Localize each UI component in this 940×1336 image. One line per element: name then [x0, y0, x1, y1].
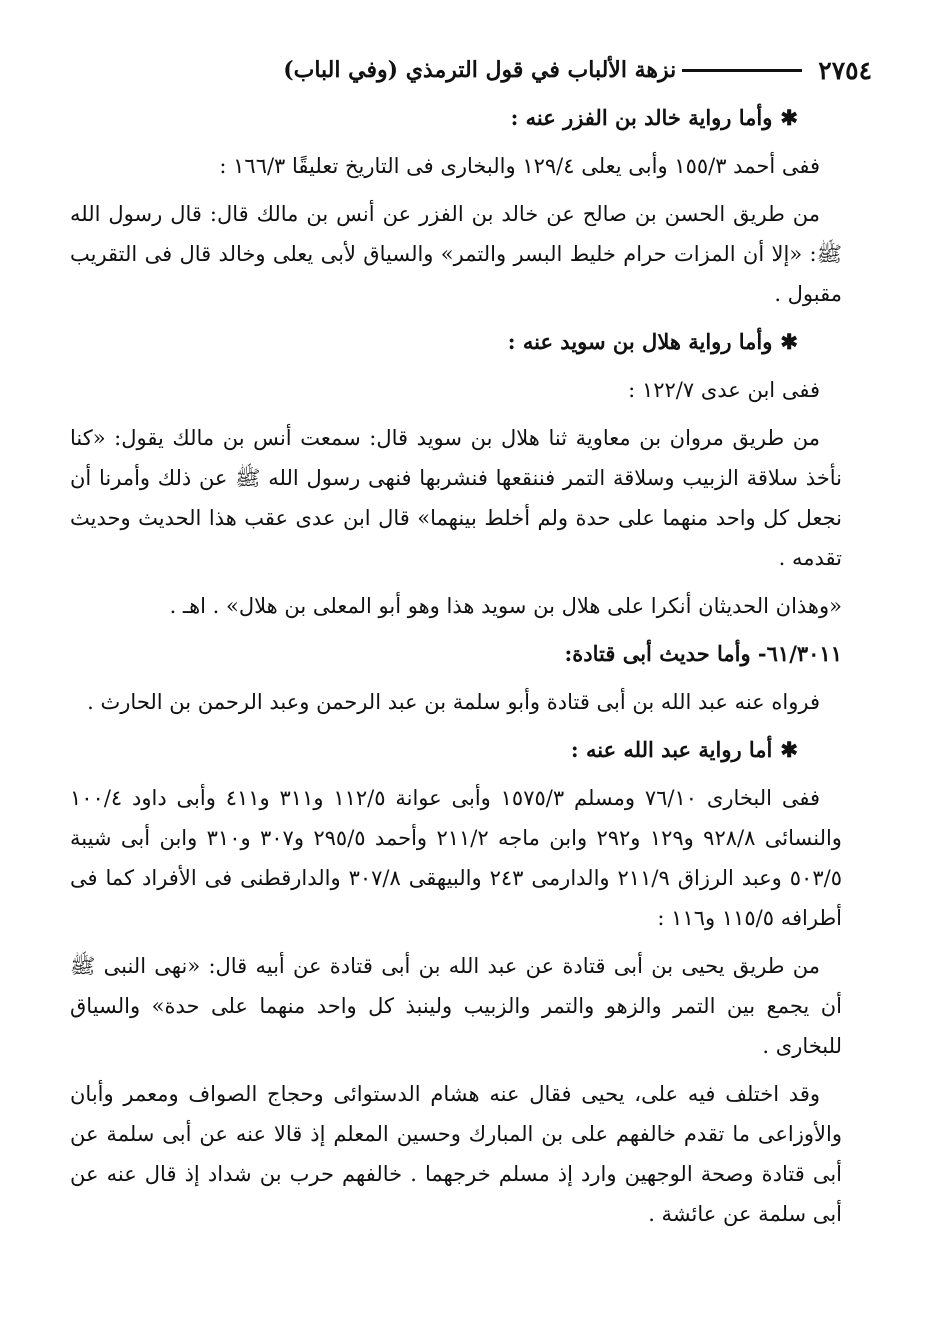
star-icon: ✱	[780, 105, 798, 130]
paragraph: من طريق مروان بن معاوية ثنا هلال بن سويد قال: سمعت أنس بن مالك يقول: «كنا نأخذ سلاقة الزبيب وسلاقة التمر فننقعها فنشربها فنهى رسول الله ﷺ عن ذلك وأمرنا أن نجعل كل واحد منهما على حدة ولم أخلط بينهما» قال ابن عدى عقب هذا الحديث وحديث تقدمه .	[70, 426, 842, 570]
star-icon: ✱	[780, 737, 798, 762]
paragraph: «وهذان الحديثان أنكرا على هلال بن سويد هذا وهو أبو المعلى بن هلال» . اهـ .	[169, 594, 842, 618]
heading-text: وأما رواية هلال بن سويد عنه :	[507, 329, 773, 354]
star-icon: ✱	[780, 329, 798, 354]
page-body	[70, 98, 842, 1242]
heading-text: وأما رواية خالد بن الفزر عنه :	[510, 105, 773, 130]
heading-text: أما رواية عبد الله عنه :	[570, 737, 773, 762]
section-heading	[70, 730, 842, 770]
running-title: نزهة الألباب في قول الترمذي (وفي الباب)	[283, 57, 677, 83]
paragraph: من طريق يحيى بن أبى قتادة عن عبد الله بن أبى قتادة عن أبيه قال: «نهى النبى ﷺ أن يجمع بين التمر والزهو والتمر والزبيب ولينبذ كل واحد منهما على حدة» والسياق للبخارى .	[70, 954, 842, 1058]
page-number: ٢٧٥٤	[818, 55, 872, 85]
page-header	[72, 50, 872, 90]
paragraph: فرواه عنه عبد الله بن أبى قتادة وأبو سلمة بن عبد الرحمن وعبد الرحمن بن الحارث .	[87, 690, 820, 714]
paragraph: ففى ابن عدى ١٢٢/٧ :	[628, 378, 820, 402]
section-heading	[70, 98, 842, 138]
paragraph: من طريق الحسن بن صالح عن خالد بن الفزر عن أنس بن مالك قال: قال رسول الله ﷺ: «إلا أن المزات حرام خليط البسر والتمر» والسياق لأبى يعلى وخالد قال فى التقريب مقبول .	[70, 202, 842, 306]
section-heading	[70, 322, 842, 362]
paragraph: وقد اختلف فيه على، يحيى فقال عنه هشام الدستوائى وحجاج الصواف ومعمر وأبان والأوزاعى ما تقدم خالفهم على بن المبارك وحسين المعلم إذ قالا عنه عن أبى سلمة عن أبى قتادة وصحة الوجهين وارد إذ مسلم خرجهما . خالفهم حرب بن شداد إذ قال عنه عن أبى سلمة عن عائشة .	[70, 1082, 842, 1226]
paragraph: ففى البخارى ٧٦/١٠ ومسلم ١٥٧٥/٣ وأبى عوانة ١١٢/٥ و٣١١ و٤١١ وأبى داود ١٠٠/٤ والنسائى ٩٢٨/٨ و١٢٩ و٢٩٢ وابن ماجه ٢١١/٢ وأحمد ٢٩٥/٥ و٣٠٧ و٣١٠ وابن أبى شيبة ٥٠٣/٥ وعبد الرزاق ٢١١/٩ والدارمى ٢٤٣ والبيهقى ٣٠٧/٨ والدارقطنى فى الأفراد كما فى أطرافه ١١٥/٥ و١١٦ :	[70, 786, 842, 930]
header-rule	[682, 69, 802, 72]
paragraph: ففى أحمد ١٥٥/٣ وأبى يعلى ١٢٩/٤ والبخارى فى التاريخ تعليقًا ١٦٦/٣ :	[219, 154, 820, 178]
hadith-heading: ٦١/٣٠١١- وأما حديث أبى قتادة:	[564, 641, 842, 666]
